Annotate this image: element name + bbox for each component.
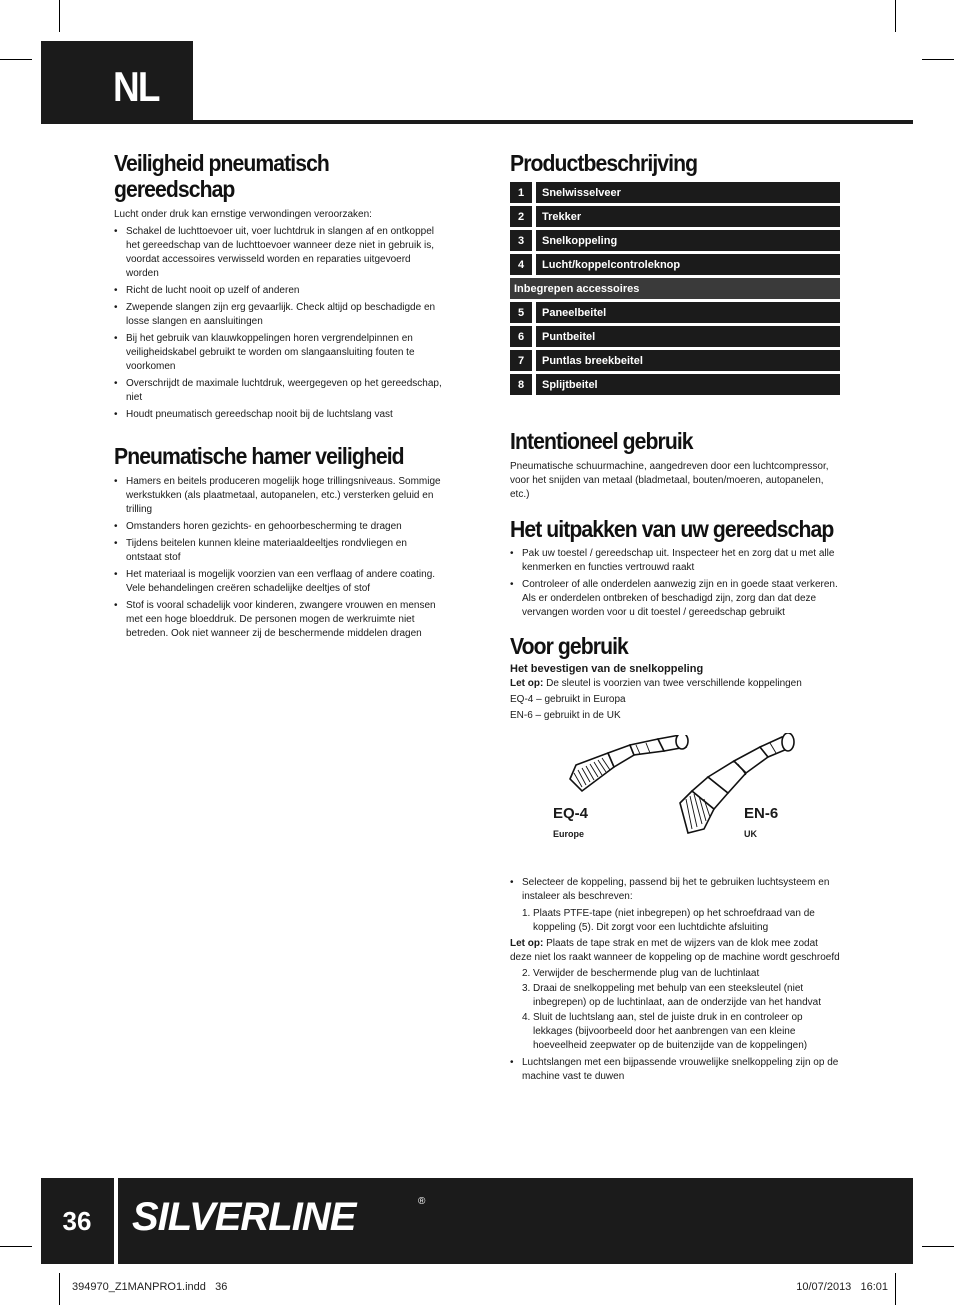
part-number: 2 (510, 206, 532, 227)
part-number: 3 (510, 230, 532, 251)
list-item: • Controleer of alle onderdelen aanwezig zijn en in goede staat verkeren. Als er onderdelen ontbreken of beschadigd zijn, zorg dan dat deze vervangen worden voor u dit toestel / gereedschap gebruikt (510, 578, 840, 620)
part-label: Splijtbeitel (536, 374, 840, 395)
table-row (510, 374, 840, 395)
crop-mark (922, 59, 954, 60)
crop-mark (59, 0, 60, 32)
safety-intro: Lucht onder druk kan ernstige verwondingen veroorzaken: (114, 209, 372, 220)
note (510, 937, 840, 965)
note-text: De sleutel is voorzien van twee verschillende koppelingen (543, 678, 802, 689)
table-row (510, 254, 840, 275)
list-item: • Luchtslangen met een bijpassende vrouwelijke snelkoppeling zijn op de machine vast te duwen (510, 1056, 840, 1084)
table-row (510, 326, 840, 347)
footer-divider (114, 1178, 118, 1264)
eq4-line: EQ-4 – gebruikt in Europa (510, 694, 626, 705)
intended-use-text: Pneumatische schuurmachine, aangedreven door een luchtcompressor, voor het snijden van metaal (bladmetaal, bouten/moeren, autopanelen, etc.) (510, 461, 829, 500)
accessories-header: Inbegrepen accessoires (510, 278, 840, 299)
before-use-title: Voor gebruik (510, 633, 628, 659)
note-label: Let op: (510, 938, 544, 949)
step-text: Plaats PTFE-tape (niet inbegrepen) op het schroefdraad van de koppeling (5). Dit zorgt voor een luchtdichte afsluiting (533, 908, 815, 933)
part-label: Lucht/koppelcontroleknop (536, 254, 840, 275)
install-list-2 (510, 1056, 840, 1084)
step-item: 4. Sluit de luchtslang aan, stel de juiste druk in en controleer op lekkages (bijvoorbeeld door het aanbrengen van een kleine hoeveelheid zeepwater op de buitenzijde van de koppelingen) (522, 1012, 808, 1051)
step-item: 3. Draai de snelkoppeling met behulp van een steeksleutel (niet inbegrepen) op de luchtinlaat, aan de onderzijde van het handvat (522, 983, 821, 1008)
crop-mark (895, 0, 896, 32)
part-number: 4 (510, 254, 532, 275)
before-use-subhead: Het bevestigen van de snelkoppeling (510, 663, 704, 675)
brand-name: SILVERLINE (132, 1195, 356, 1239)
part-number: 5 (510, 302, 532, 323)
part-label: Snelkoppeling (536, 230, 840, 251)
eq4-coupling-illustration (562, 735, 692, 815)
crop-mark (922, 1246, 954, 1247)
hammer-list (114, 475, 442, 641)
en6-sublabel: UK (744, 829, 757, 839)
step-text: Verwijder de beschermende plug van de luchtinlaat (533, 968, 760, 979)
product-section (510, 150, 840, 395)
crop-mark (59, 1273, 60, 1305)
list-item: • Tijdens beitelen kunnen kleine materiaaldeeltjes rondvliegen en ontstaat stof (114, 537, 442, 565)
en6-coupling-illustration (674, 733, 804, 843)
list-item: • Schakel de luchttoevoer uit, voer luchtdruk in slangen af en ontkoppel het gereedschap van de luchttoevoer wanneer deze niet in gebruik is, voordat accessoires verwisseld worden en reparaties uitgevoerd worden (114, 225, 442, 281)
table-row (510, 182, 840, 203)
crop-mark (0, 1246, 32, 1247)
list-item: • Omstanders horen gezichts- en gehoorbescherming te dragen (114, 520, 442, 534)
left-column (114, 150, 442, 644)
note-text: Plaats de tape strak en met de wijzers van de klok mee zodat deze niet los raakt wanneer de koppeling op de machine wordt geschroefd (510, 938, 840, 963)
coupling-figure (510, 733, 840, 873)
list-item: • Het materiaal is mogelijk voorzien van een verflaag of andere coating. Vele behandelingen creëren schadelijke deeltjes of stof (114, 568, 442, 596)
unpacking-list (510, 547, 840, 620)
list-item: • Houdt pneumatisch gereedschap nooit bij de luchtslang vast (114, 408, 442, 422)
en6-label: EN-6 (744, 805, 779, 822)
step-item: 2. Verwijder de beschermende plug van de luchtinlaat (522, 968, 760, 979)
table-row (510, 350, 840, 371)
safety-title: Veiligheid pneumatisch gereedschap (114, 150, 329, 202)
install-steps-1 (522, 907, 840, 935)
language-tab (41, 41, 193, 121)
list-item: • Richt de lucht nooit op uzelf of anderen (114, 284, 442, 298)
step-text: Draai de snelkoppeling met behulp van een steeksleutel (niet inbegrepen) op de luchtinlaat, aan de onderzijde van het handvat (533, 983, 821, 1008)
part-label: Paneelbeitel (536, 302, 840, 323)
safety-list (114, 225, 442, 422)
hammer-section (114, 443, 442, 641)
list-item: • Pak uw toestel / gereedschap uit. Inspecteer het en zorg dat u met alle kenmerken en functies vertrouwd raakt (510, 547, 840, 575)
step-item: 1. Plaats PTFE-tape (niet inbegrepen) op het schroefdraad van de koppeling (5). Dit zorgt voor een luchtdichte afsluiting (522, 908, 815, 933)
part-label: Trekker (536, 206, 840, 227)
en6-line: EN-6 – gebruikt in de UK (510, 710, 621, 721)
part-number: 1 (510, 182, 532, 203)
eq4-sublabel: Europe (553, 829, 585, 839)
intended-use-title: Intentioneel gebruik (510, 428, 693, 454)
unpacking-title: Het uitpakken van uw gereedschap (510, 516, 834, 542)
part-label: Puntbeitel (536, 326, 840, 347)
part-number: 7 (510, 350, 532, 371)
page-number: 36 (62, 1205, 92, 1236)
note (510, 677, 840, 691)
part-label: Snelwisselveer (536, 182, 840, 203)
registered-mark: ® (418, 1196, 426, 1207)
language-code: NL (113, 63, 159, 110)
list-item: • Hamers en beitels produceren mogelijk hoge trillingsniveaus. Sommige werkstukken (als plaatmetaal, autopanelen, etc.) versterken geluid en trilling (114, 475, 442, 517)
file-slug: 394970_Z1MANPRO1.indd 36 (72, 1281, 228, 1293)
list-item: • Zwepende slangen zijn erg gevaarlijk. Check altijd op beschadigde en losse slangen en aansluitingen (114, 301, 442, 329)
crop-mark (0, 59, 32, 60)
product-title: Productbeschrijving (510, 150, 698, 176)
list-item: • Stof is vooral schadelijk voor kinderen, zwangere vrouwen en mensen met een hoge bloeddruk. De personen mogen de werkruimte niet betreden. Ook niet wanneer zij de beschermende middelen dragen (114, 599, 442, 641)
right-column (510, 150, 840, 1087)
table-row (510, 206, 840, 227)
date-slug: 10/07/2013 16:01 (796, 1281, 888, 1293)
step-text: Sluit de luchtslang aan, stel de juiste druk in en controleer op lekkages (bijvoorbeeld door het aanbrengen van een kleine hoeveelheid zeepwater op de buitenzijde van de koppelingen) (533, 1012, 808, 1051)
part-label: Puntlas breekbeitel (536, 350, 840, 371)
note-label: Let op: (510, 678, 544, 689)
install-list (510, 876, 840, 904)
before-use-section (510, 633, 840, 1084)
header-rule (41, 120, 913, 124)
table-row (510, 302, 840, 323)
list-item: • Bij het gebruik van klauwkoppelingen horen vergrendelpinnen en veiligheidskabel gebruikt te worden om slangaansluiting fouten te voorkomen (114, 332, 442, 374)
hammer-title: Pneumatische hamer veiligheid (114, 443, 404, 469)
intended-use-section (510, 428, 840, 502)
list-item: • Selecteer de koppeling, passend bij het te gebruiken luchtsysteem en instaleer als beschreven: (510, 876, 840, 904)
safety-section (114, 150, 442, 422)
part-number: 8 (510, 374, 532, 395)
silverline-logo (130, 1190, 430, 1240)
unpacking-section (510, 516, 840, 620)
product-table (510, 182, 840, 395)
eq4-label: EQ-4 (553, 805, 589, 822)
part-number: 6 (510, 326, 532, 347)
list-item: • Overschrijdt de maximale luchtdruk, weergegeven op het gereedschap, niet (114, 377, 442, 405)
table-row (510, 230, 840, 251)
install-steps-2 (522, 967, 840, 1053)
crop-mark (895, 1273, 896, 1305)
